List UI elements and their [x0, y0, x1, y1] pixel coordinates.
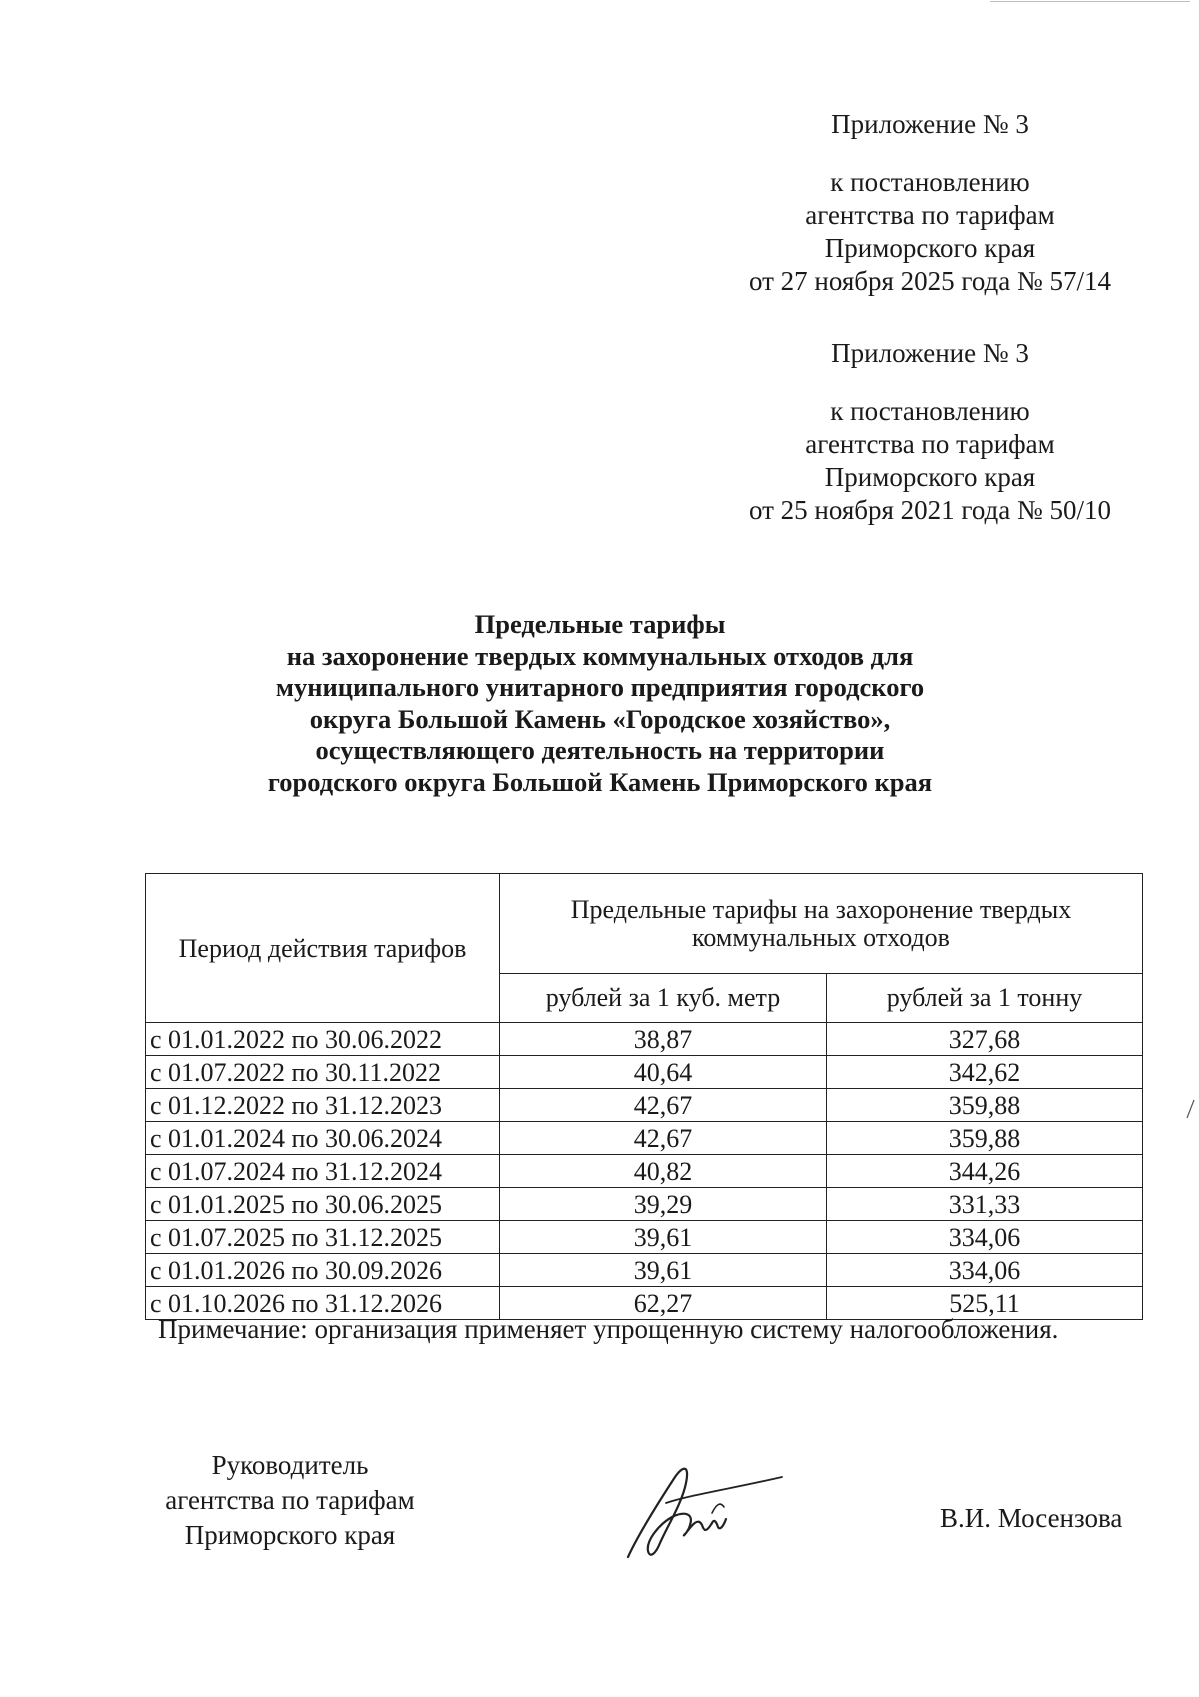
table-row	[146, 1254, 1143, 1287]
header-line: Приморского края	[824, 233, 1036, 263]
signer-name: В.И. Мосензова	[940, 1503, 1123, 1533]
period-cell: с 01.01.2026 по 30.09.2026	[146, 1254, 500, 1287]
per-m3-cell: 40,82	[500, 1155, 827, 1188]
header-line: Приморского края	[824, 462, 1036, 492]
header-line: к постановлению	[830, 167, 1030, 197]
signer-position-line: Руководитель	[211, 1450, 369, 1480]
per-m3-cell: 39,29	[500, 1188, 827, 1221]
title-line: городского округа Большой Камень Приморского края	[267, 766, 933, 797]
period-cell: с 01.07.2024 по 31.12.2024	[146, 1155, 500, 1188]
per-ton-cell: 327,68	[827, 1023, 1143, 1056]
per-ton-cell: 359,88	[827, 1122, 1143, 1155]
per-m3-cell: 42,67	[500, 1122, 827, 1155]
table-row	[146, 1023, 1143, 1056]
scan-top-mark	[990, 1, 1190, 2]
signer-position-line: Приморского края	[184, 1520, 396, 1550]
per-ton-cell: 342,62	[827, 1056, 1143, 1089]
per-ton-cell: 344,26	[827, 1155, 1143, 1188]
title-line: округа Большой Камень «Городское хозяйство»,	[309, 703, 891, 734]
table-row	[146, 1155, 1143, 1188]
header-line: от 27 ноября 2025 года № 57/14	[748, 266, 1112, 296]
title-line: на захоронение твердых коммунальных отходов для	[286, 640, 914, 671]
table-row	[146, 1089, 1143, 1122]
header-line: агентства по тарифам	[805, 200, 1055, 230]
per-m3-cell: 38,87	[500, 1023, 827, 1056]
per-m3-cell: 39,61	[500, 1254, 827, 1287]
per-m3-cell: 39,61	[500, 1221, 827, 1254]
per-m3-cell: 40,64	[500, 1056, 827, 1089]
period-header: Период действия тарифов	[146, 874, 500, 1023]
table-row	[146, 1221, 1143, 1254]
period-cell: с 01.01.2022 по 30.06.2022	[146, 1023, 500, 1056]
table-row	[146, 1122, 1143, 1155]
period-cell: с 01.07.2025 по 31.12.2025	[146, 1221, 500, 1254]
per-ton-header: рублей за 1 тонну	[827, 973, 1143, 1022]
period-cell: с 01.07.2022 по 30.11.2022	[146, 1056, 500, 1089]
per-m3-header: рублей за 1 куб. метр	[500, 973, 827, 1022]
per-ton-cell: 334,06	[827, 1221, 1143, 1254]
per-ton-cell: 525,11	[827, 1287, 1143, 1320]
title-line: Предельные тарифы	[474, 609, 726, 639]
per-m3-cell: 62,27	[500, 1287, 827, 1320]
margin-mark	[1184, 1098, 1196, 1120]
header-line: к постановлению	[830, 396, 1030, 426]
period-cell: с 01.01.2024 по 30.06.2024	[146, 1122, 500, 1155]
per-ton-cell: 331,33	[827, 1188, 1143, 1221]
tariff-group-header: Предельные тарифы на захоронение твердых коммунальных отходов	[500, 874, 1143, 974]
tax-note: Примечание: организация применяет упрощенную систему налогообложения.	[158, 1314, 1059, 1344]
title-line: осуществляющего деятельность на территории	[315, 735, 885, 765]
table-row	[146, 1056, 1143, 1089]
title-line: муниципального унитарного предприятия городского	[275, 672, 925, 702]
per-ton-cell: 334,06	[827, 1254, 1143, 1287]
handwritten-signature	[620, 1455, 790, 1565]
header-line: агентства по тарифам	[805, 429, 1055, 459]
period-cell: с 01.10.2026 по 31.12.2026	[146, 1287, 500, 1320]
appendix-label: Приложение № 3	[831, 338, 1029, 368]
period-cell: с 01.01.2025 по 30.06.2025	[146, 1188, 500, 1221]
tariff-table	[145, 873, 1143, 1320]
appendix-header-previous	[700, 337, 1160, 527]
appendix-header-current	[700, 108, 1160, 298]
signer-position-line: агентства по тарифам	[165, 1485, 415, 1515]
table-row	[146, 1188, 1143, 1221]
per-m3-cell: 42,67	[500, 1089, 827, 1122]
per-ton-cell: 359,88	[827, 1089, 1143, 1122]
document-title	[180, 609, 1020, 798]
header-line: от 25 ноября 2021 года № 50/10	[748, 495, 1112, 525]
period-cell: с 01.12.2022 по 31.12.2023	[146, 1089, 500, 1122]
appendix-label: Приложение № 3	[831, 109, 1029, 139]
signer-position	[140, 1448, 440, 1553]
